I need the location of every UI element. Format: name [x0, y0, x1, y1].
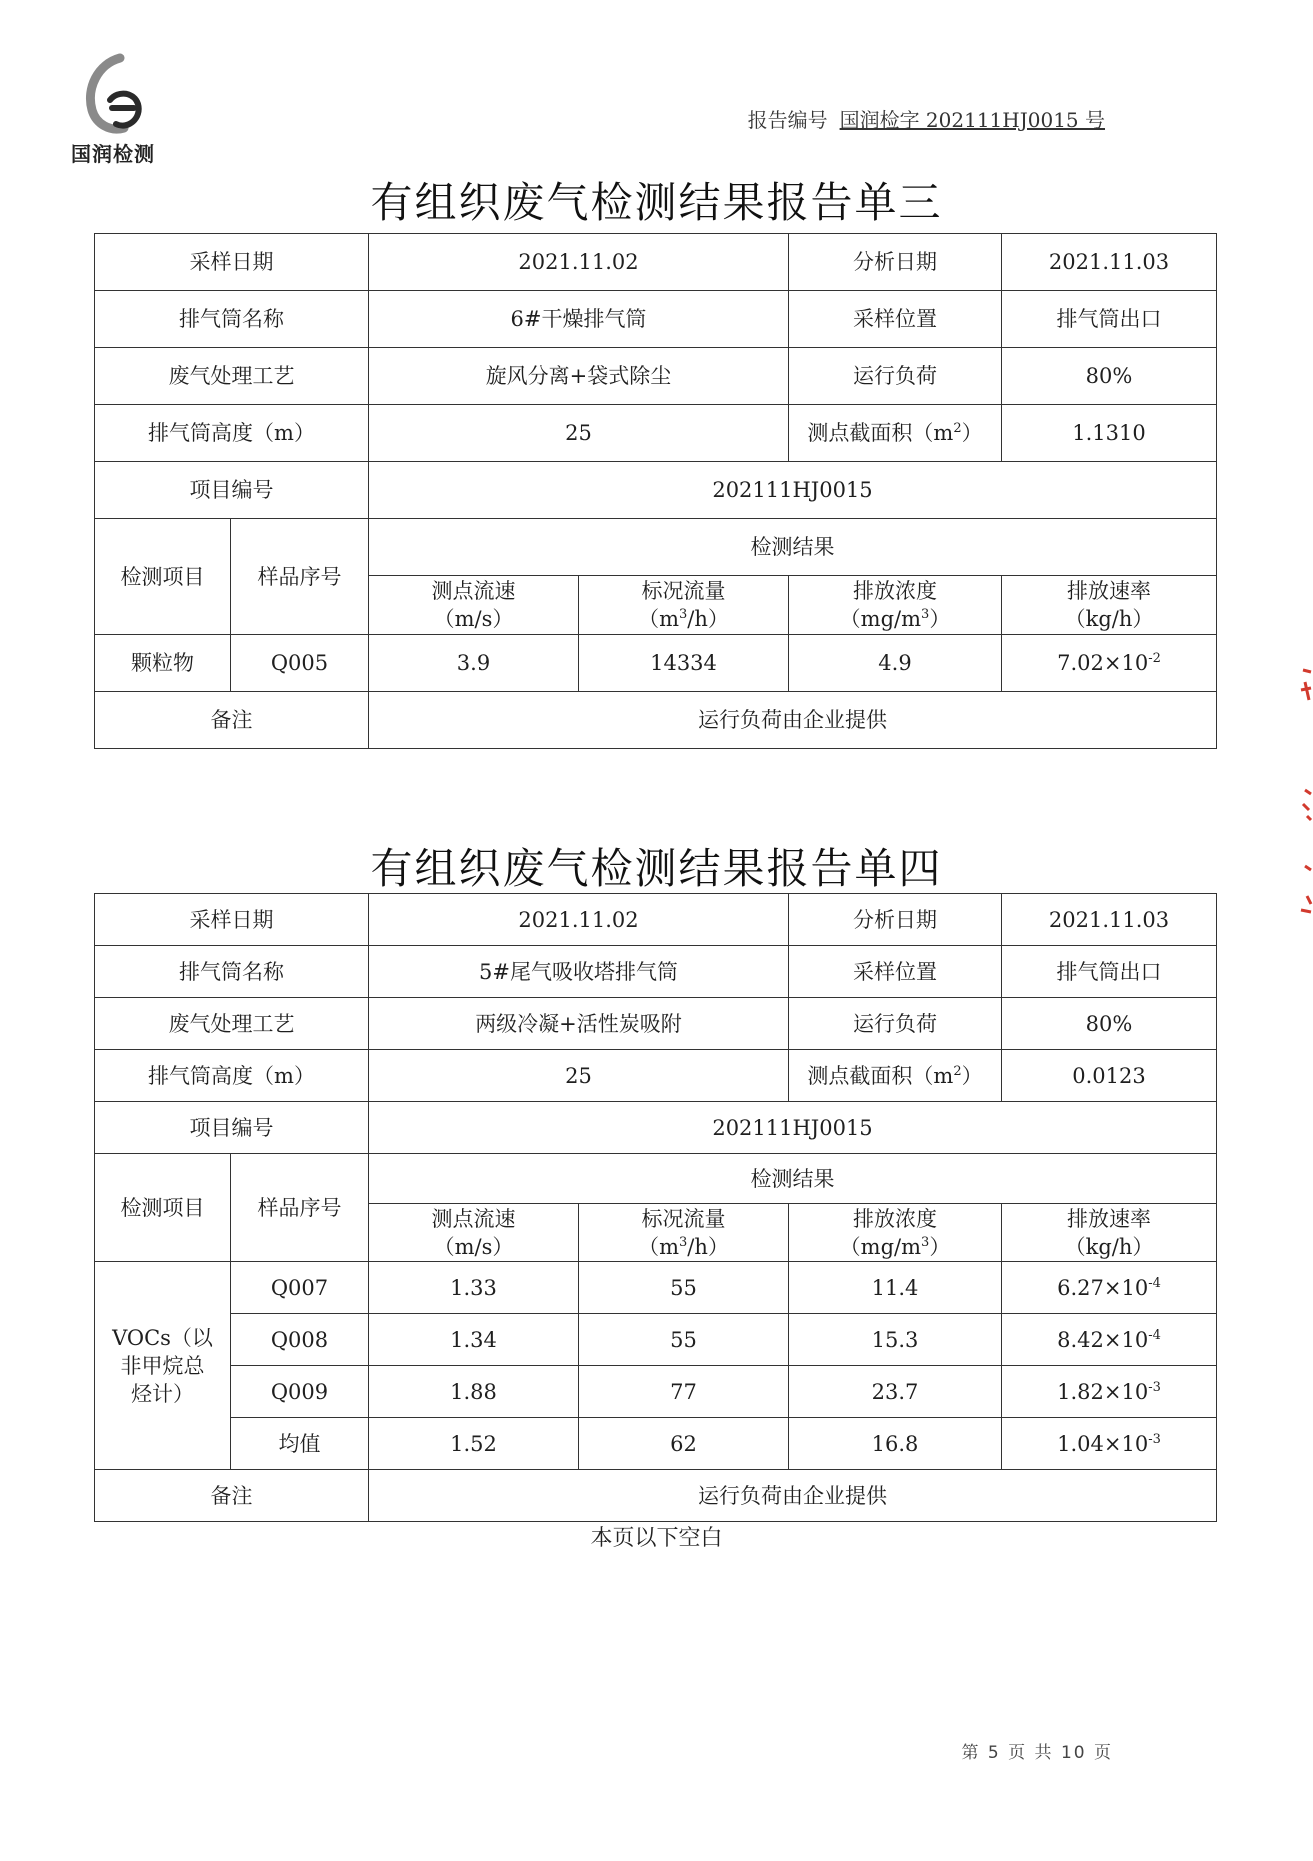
sampling-date: 2021.11.02 [369, 234, 789, 291]
col-velocity-name: 测点流速 [431, 1206, 516, 1231]
process-label: 废气处理工艺 [95, 348, 369, 405]
report-number-label: 报告编号 [747, 108, 828, 132]
height: 25 [369, 1050, 789, 1102]
velocity-value: 3.9 [369, 635, 579, 692]
report3-title: 有组织废气检测结果报告单三 [370, 178, 943, 227]
col-flow [579, 1204, 789, 1262]
table-row [95, 1314, 1217, 1366]
col-velocity-name: 测点流速 [431, 579, 516, 603]
area-label-text: 测点截面积（m [807, 421, 954, 445]
rate-exp: -3 [1148, 1379, 1161, 1395]
conc-value: 4.9 [789, 635, 1002, 692]
col-conc [789, 1204, 1002, 1262]
load: 80% [1002, 998, 1217, 1050]
stack-name-label: 排气筒名称 [95, 946, 369, 998]
rate-value [1002, 1262, 1217, 1314]
col-conc [789, 576, 1002, 635]
rate-value [1002, 1366, 1217, 1418]
area: 0.0123 [1002, 1050, 1217, 1102]
flow-value: 14334 [579, 635, 789, 692]
area: 1.1310 [1002, 405, 1217, 462]
remark-label: 备注 [95, 692, 369, 749]
process: 旋风分离+袋式除尘 [369, 348, 789, 405]
col-velocity-unit: （m/s） [433, 1234, 514, 1259]
report4-table [94, 893, 1217, 1522]
conc-value: 16.8 [789, 1418, 1002, 1470]
table-row [95, 1418, 1217, 1470]
remark: 运行负荷由企业提供 [369, 1470, 1217, 1522]
conc-value: 11.4 [789, 1262, 1002, 1314]
col-velocity [369, 1204, 579, 1262]
load-label: 运行负荷 [789, 348, 1002, 405]
item-name-line: 非甲烷总 [120, 1353, 205, 1378]
sampling-position-label: 采样位置 [789, 291, 1002, 348]
col-conc-unit-sup: 3 [921, 607, 930, 622]
col-rate-name: 排放速率 [1067, 579, 1151, 603]
col-conc-name: 排放浓度 [853, 579, 937, 603]
area-label-text: 测点截面积（m [807, 1063, 954, 1088]
col-conc-name: 排放浓度 [853, 1206, 937, 1231]
col-flow-name: 标况流量 [641, 579, 726, 603]
area-label-sup: 2 [953, 421, 962, 436]
flow-value: 62 [579, 1418, 789, 1470]
table-row [95, 1050, 1217, 1102]
sampling-position: 排气筒出口 [1002, 291, 1217, 348]
table-row [95, 692, 1217, 749]
flow-value: 55 [579, 1314, 789, 1366]
velocity-value: 1.34 [369, 1314, 579, 1366]
analysis-date: 2021.11.03 [1002, 894, 1217, 946]
table-row [95, 1470, 1217, 1522]
col-conc-unit: （mg/m [839, 1234, 922, 1259]
flow-value: 77 [579, 1366, 789, 1418]
col-conc-unit: （mg/m [839, 607, 922, 631]
remark: 运行负荷由企业提供 [369, 692, 1217, 749]
col-flow [579, 576, 789, 635]
load-label: 运行负荷 [789, 998, 1002, 1050]
flow-value: 55 [579, 1262, 789, 1314]
rate-exp: -3 [1148, 1431, 1161, 1447]
analysis-date-label: 分析日期 [789, 894, 1002, 946]
col-flow-unit-sup: 3 [679, 607, 688, 622]
rate-exp: -4 [1148, 1275, 1161, 1291]
rate-base: 7.02×10 [1057, 651, 1149, 675]
seal-fragment-icon [1289, 660, 1313, 920]
area-label [789, 1050, 1002, 1102]
height-label: 排气筒高度（m） [95, 1050, 369, 1102]
col-flow-unit: （m [638, 1234, 680, 1259]
col-conc-unit-close: ） [929, 1234, 951, 1259]
logo-mark-icon [76, 52, 150, 136]
sample-id: Q008 [231, 1314, 369, 1366]
company-logo [58, 52, 168, 166]
col-flow-unit-close: /h） [687, 607, 729, 631]
area-label-close: ） [961, 1063, 983, 1088]
col-rate-unit: （kg/h） [1064, 1234, 1154, 1259]
table-row [95, 1262, 1217, 1314]
report-number-value: 国润检字 202111HJ0015 号 [839, 108, 1105, 132]
col-rate [1002, 1204, 1217, 1262]
load: 80% [1002, 348, 1217, 405]
velocity-value: 1.52 [369, 1418, 579, 1470]
process: 两级冷凝+活性炭吸附 [369, 998, 789, 1050]
process-label: 废气处理工艺 [95, 998, 369, 1050]
sample-id: Q005 [231, 635, 369, 692]
item-name [95, 1262, 231, 1470]
sampling-date: 2021.11.02 [369, 894, 789, 946]
project-no: 202111HJ0015 [369, 1102, 1217, 1154]
col-conc-unit-close: ） [929, 607, 951, 631]
table-row [95, 519, 1217, 576]
col-velocity-unit: （m/s） [433, 607, 514, 631]
analysis-date-label: 分析日期 [789, 234, 1002, 291]
sample-id: 均值 [231, 1418, 369, 1470]
sampling-position: 排气筒出口 [1002, 946, 1217, 998]
remark-label: 备注 [95, 1470, 369, 1522]
table-row [95, 234, 1217, 291]
area-label [789, 405, 1002, 462]
item-name-line: VOCs（以 [112, 1325, 213, 1350]
rate-base: 1.04×10 [1057, 1431, 1149, 1456]
col-conc-unit-sup: 3 [921, 1234, 930, 1250]
table-row [95, 348, 1217, 405]
table-row [95, 946, 1217, 998]
rate-exp: -4 [1148, 1327, 1161, 1343]
sampling-position-label: 采样位置 [789, 946, 1002, 998]
report4-title: 有组织废气检测结果报告单四 [370, 844, 943, 893]
analysis-date: 2021.11.03 [1002, 234, 1217, 291]
velocity-value: 1.88 [369, 1366, 579, 1418]
conc-value: 23.7 [789, 1366, 1002, 1418]
table-row [95, 1154, 1217, 1204]
stack-name: 5#尾气吸收塔排气筒 [369, 946, 789, 998]
table-row [95, 635, 1217, 692]
sampling-date-label: 采样日期 [95, 894, 369, 946]
col-flow-unit-close: /h） [687, 1234, 729, 1259]
rate-base: 8.42×10 [1057, 1327, 1149, 1352]
report3-table [94, 233, 1217, 749]
report-number [748, 104, 1105, 133]
velocity-value: 1.33 [369, 1262, 579, 1314]
col-rate [1002, 576, 1217, 635]
table-row [95, 1102, 1217, 1154]
col-flow-unit-sup: 3 [679, 1234, 688, 1250]
stack-name-label: 排气筒名称 [95, 291, 369, 348]
project-no: 202111HJ0015 [369, 462, 1217, 519]
height-label: 排气筒高度（m） [95, 405, 369, 462]
blank-below-note: 本页以下空白 [590, 1526, 723, 1551]
results-label: 检测结果 [369, 1154, 1217, 1204]
rate-exp: -2 [1148, 651, 1161, 666]
rate-base: 6.27×10 [1057, 1275, 1149, 1300]
sample-label: 样品序号 [231, 519, 369, 635]
stack-name: 6#干燥排气筒 [369, 291, 789, 348]
item-name-line: 烃计） [131, 1381, 194, 1406]
table-row [95, 462, 1217, 519]
table-row [95, 291, 1217, 348]
project-no-label: 项目编号 [95, 1102, 369, 1154]
sample-id: Q007 [231, 1262, 369, 1314]
item-name: 颗粒物 [95, 635, 231, 692]
col-flow-name: 标况流量 [641, 1206, 726, 1231]
table-row [95, 998, 1217, 1050]
col-rate-name: 排放速率 [1067, 1206, 1151, 1231]
conc-value: 15.3 [789, 1314, 1002, 1366]
table-row [95, 1366, 1217, 1418]
item-label: 检测项目 [95, 1154, 231, 1262]
rate-value [1002, 1418, 1217, 1470]
page-number: 第 5 页 共 10 页 [961, 1743, 1113, 1763]
area-label-close: ） [961, 421, 983, 445]
sampling-date-label: 采样日期 [95, 234, 369, 291]
results-label: 检测结果 [369, 519, 1217, 576]
area-label-sup: 2 [953, 1063, 962, 1079]
col-velocity [369, 576, 579, 635]
table-row [95, 405, 1217, 462]
col-flow-unit: （m [638, 607, 680, 631]
logo-text: 国润检测 [71, 142, 155, 166]
rate-value [1002, 635, 1217, 692]
project-no-label: 项目编号 [95, 462, 369, 519]
table-row [95, 894, 1217, 946]
rate-value [1002, 1314, 1217, 1366]
rate-base: 1.82×10 [1057, 1379, 1149, 1404]
sample-label: 样品序号 [231, 1154, 369, 1262]
sample-id: Q009 [231, 1366, 369, 1418]
col-rate-unit: （kg/h） [1064, 607, 1154, 631]
height: 25 [369, 405, 789, 462]
item-label: 检测项目 [95, 519, 231, 635]
